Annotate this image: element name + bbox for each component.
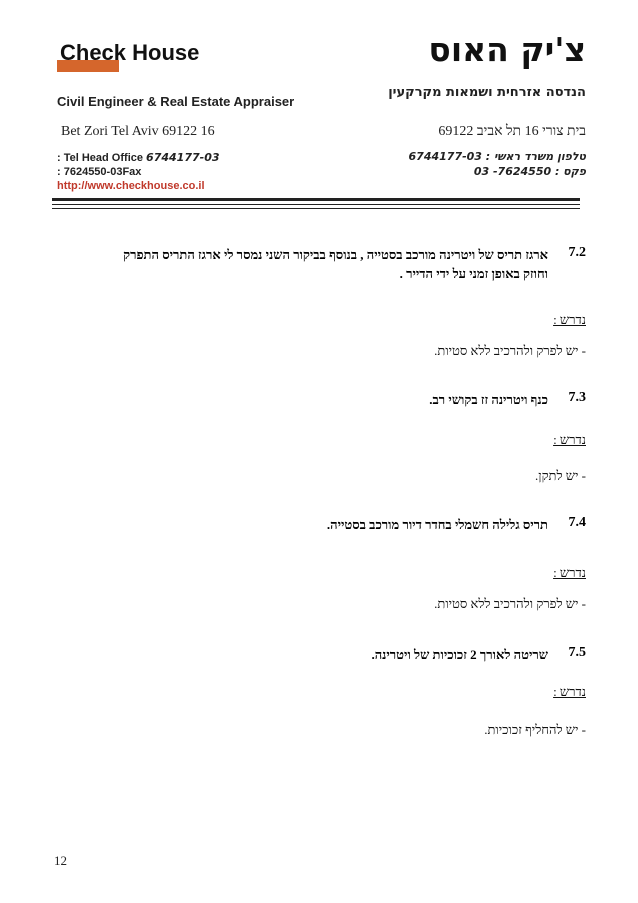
finding-text-line1: ארגז תריס של ויטרינה מורכב בסטייה , בנוסף בביקור השני נמסר לי ארגז התריס התפרק <box>123 247 548 262</box>
finding-text <box>429 390 548 409</box>
finding-number: 7.4 <box>568 515 586 530</box>
contact-he <box>409 149 586 179</box>
required-label: נדרש : <box>553 565 586 580</box>
tagline-he: הנדסה אזרחית ושמאות מקרקעין <box>388 85 586 100</box>
finding-text <box>327 515 548 534</box>
required-label: נדרש : <box>553 684 586 699</box>
required-action: - יש לפרק ולהרכיב ללא סטיות. <box>434 343 586 358</box>
required-action: - יש לתקן. <box>535 468 586 483</box>
finding-text-line1: תריס גלילה חשמלי בחדר דיור מורכב בסטייה. <box>326 517 548 532</box>
required-label: נדרש : <box>553 432 586 447</box>
address-he: בית צורי 16 תל אביב 69122 <box>438 124 586 139</box>
tagline-en: Civil Engineer & Real Estate Appraiser <box>57 94 295 109</box>
finding-7-4 <box>60 515 586 537</box>
finding-number: 7.3 <box>568 390 586 405</box>
header-divider-thick <box>52 198 580 201</box>
finding-7-5 <box>60 645 586 667</box>
finding-7-2 <box>60 245 586 285</box>
finding-text-line1: כנף ויטרינה זז בקושי רב. <box>429 392 548 407</box>
phone-he: טלפון משרד ראשי : 6744177-03 <box>408 150 586 163</box>
fax-en: : 7624550-03Fax <box>57 166 142 178</box>
phone-en-label: : Tel Head Office <box>57 152 147 164</box>
brand-name-en: Check House <box>60 40 200 65</box>
phone-en <box>57 151 220 165</box>
brand-name-he: צ'יק האוס <box>428 30 586 69</box>
finding-number: 7.5 <box>568 645 586 660</box>
fax-he: פקס : 7624550- 03 <box>473 165 586 178</box>
finding-text <box>123 245 548 283</box>
finding-text-line2: וחוזק באופן זמני על ידי הדייר . <box>399 266 548 281</box>
required-action: - יש לפרק ולהרכיב ללא סטיות. <box>434 596 586 611</box>
address-en: Bet Zori Tel Aviv 69122 16 <box>61 124 215 139</box>
required-action: - יש להחליף זכוכיות. <box>484 722 586 737</box>
phone-en-number: 6744177-03 <box>146 151 220 164</box>
website-link[interactable]: http://www.checkhouse.co.il <box>57 180 205 192</box>
contact-en <box>57 151 220 193</box>
finding-text <box>371 645 548 664</box>
page-number: 12 <box>54 853 67 868</box>
finding-text-line1: שריטה לאורך 2 זכוכיות של ויטרינה. <box>371 647 548 662</box>
finding-number: 7.2 <box>568 245 586 260</box>
finding-7-3 <box>60 390 586 412</box>
required-label: נדרש : <box>553 312 586 327</box>
header-divider-thin <box>52 204 580 205</box>
header-divider-thin-2 <box>52 208 580 209</box>
